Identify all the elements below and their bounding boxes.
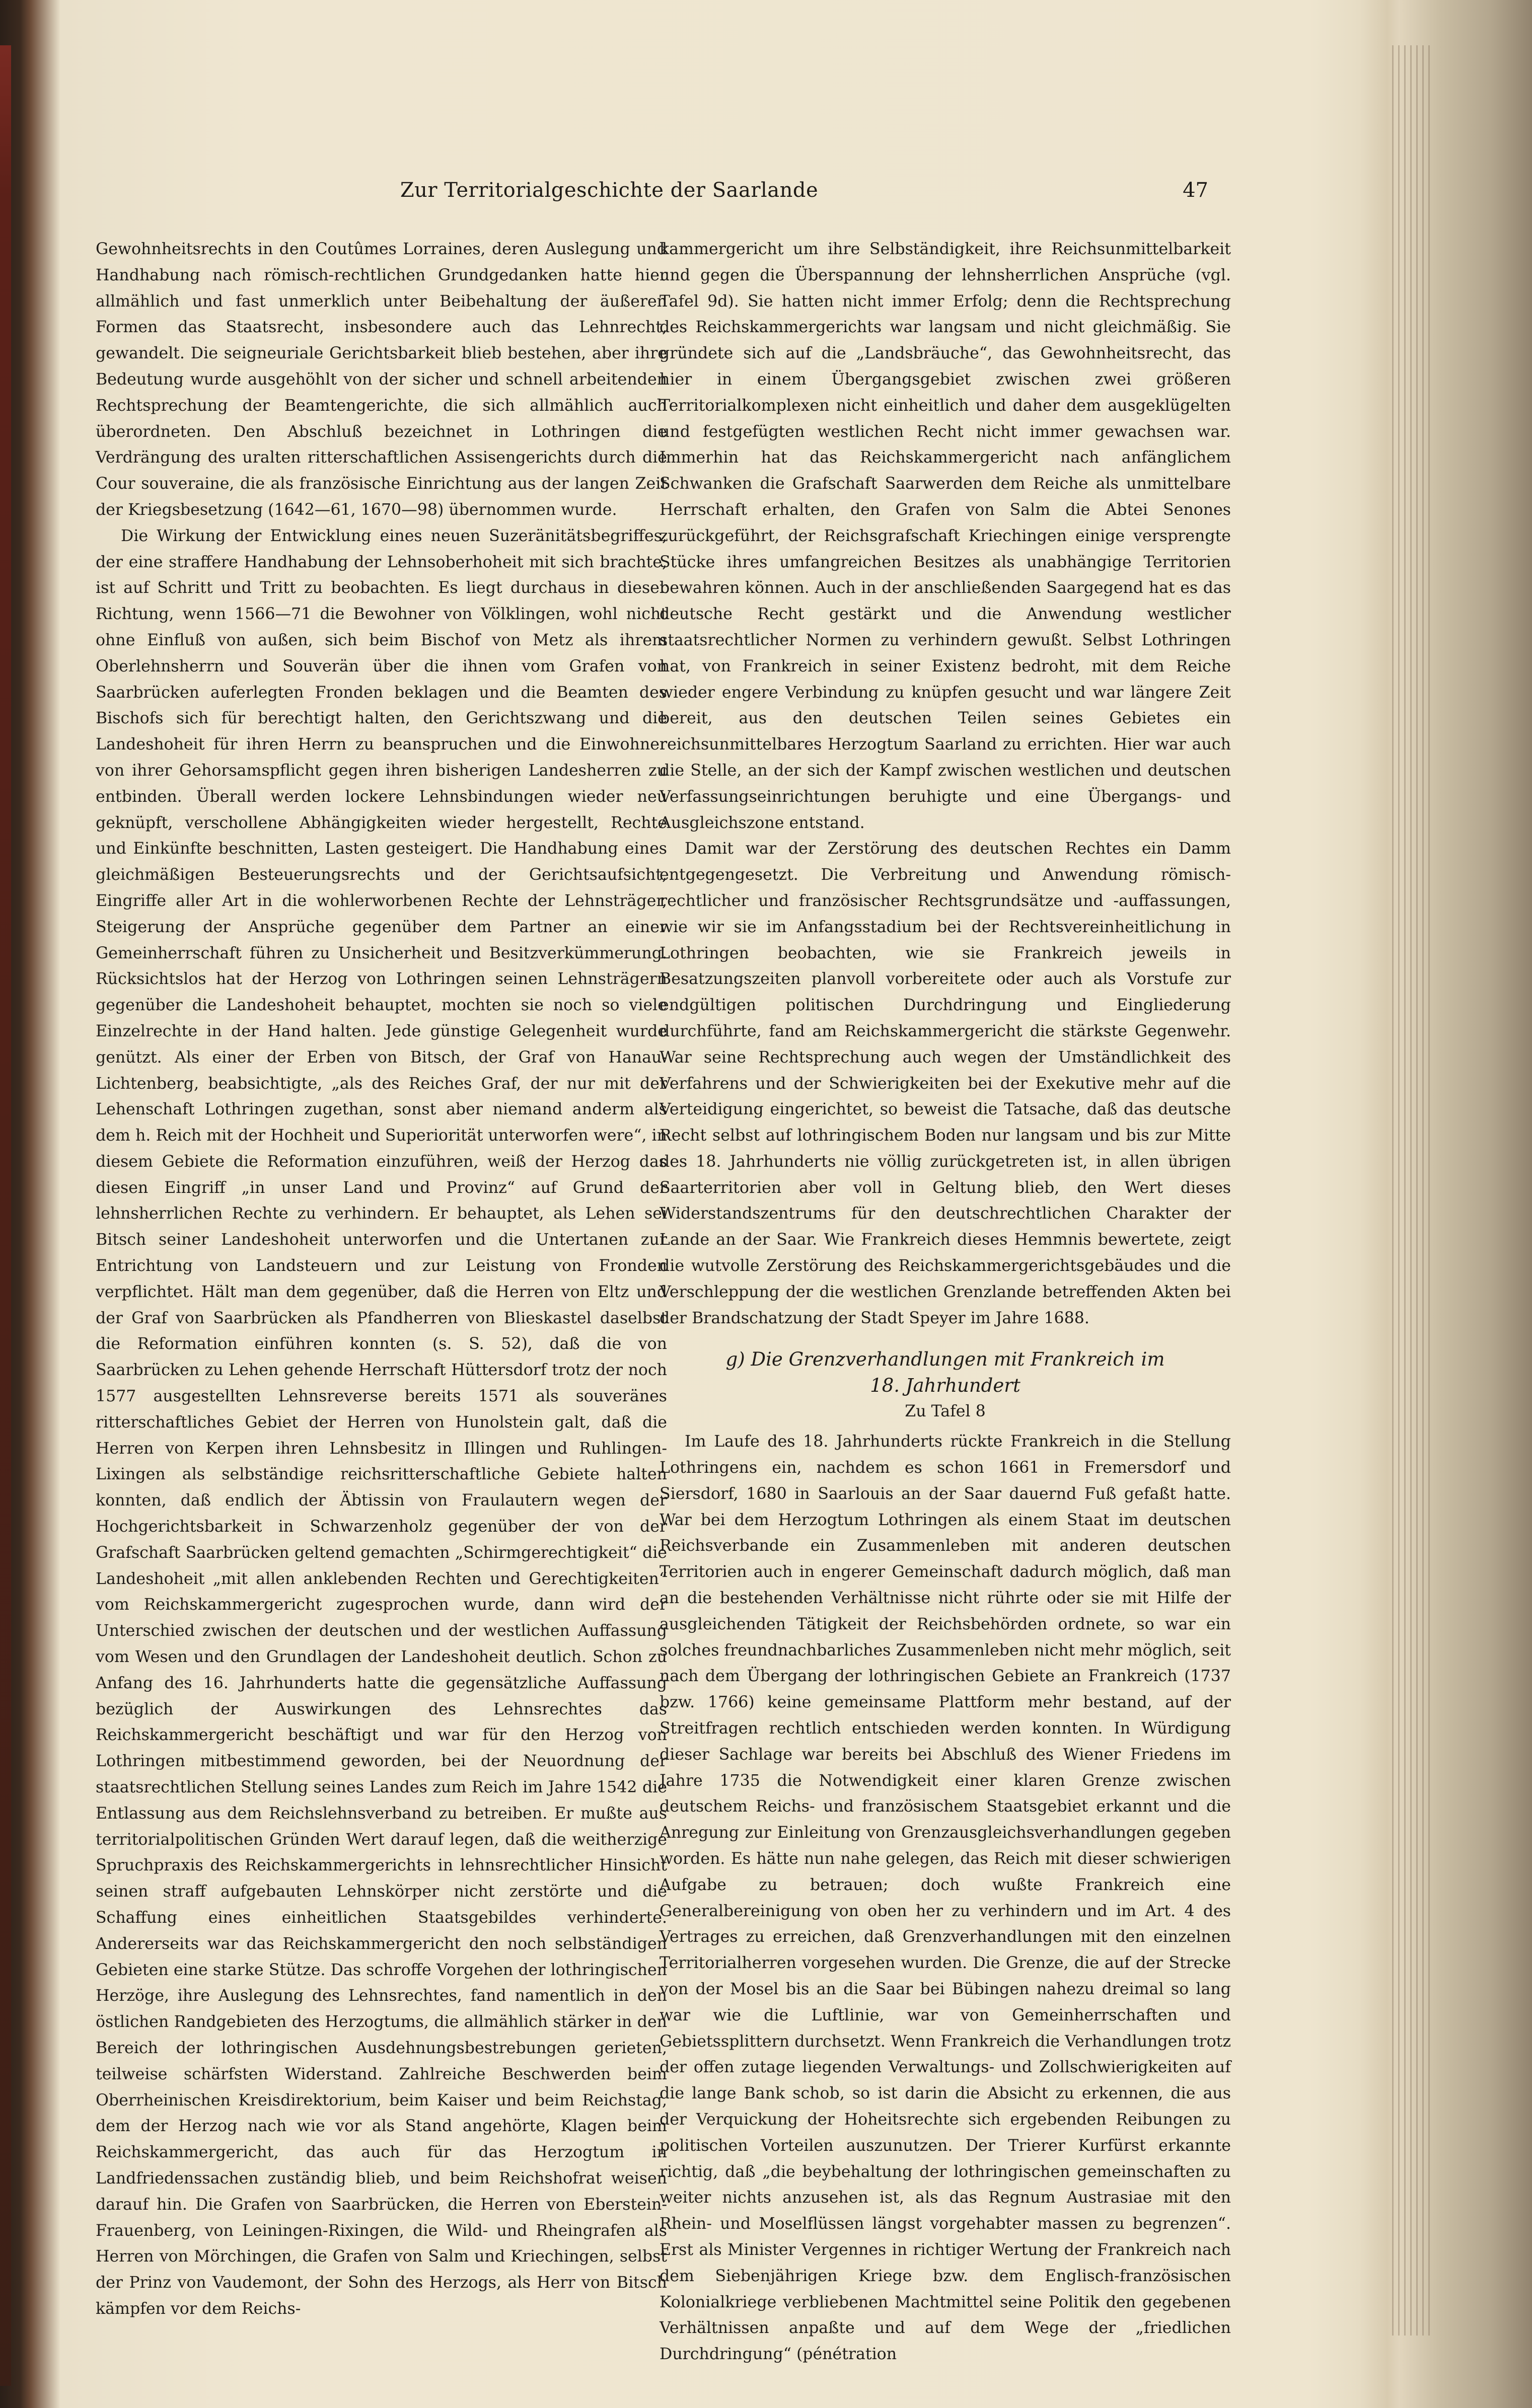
page-edges — [1392, 45, 1432, 2336]
right-column — [660, 237, 1231, 2368]
right-paragraph-3: Im Laufe des 18. Jahrhunderts rückte Frankreich in die Stellung Lothringens ein, nachdem es schon 1661 in Fremersdorf und Siersdorf, 1680 in Saarlouis an der Saar dauernd Fuß gefaßt hatte. War bei dem Herzogtum Lothringen als einem Staat im deutschen Reichsverbande ein Zusammenleben mit anderen deutschen Territorien auch in engerer Gemeinschaft dadurch möglich, daß man an die bestehenden Verhältnisse nicht rührte oder sie mit Hilfe der ausgleichenden Tätigkeit der Reichsbehörden ordnete, so war ein solches freundnachbarliches Zusammenleben nicht mehr möglich, seit nach dem Übergang der lothringischen Gebiete an Frankreich (1737 bzw. 1766) keine gemeinsame Plattform mehr bestand, auf der Streitfragen rechtlich entschieden werden konnten. In Würdigung dieser Sachlage war bereits bei Abschluß des Wiener Friedens im Jahre 1735 die Notwendigkeit einer klaren Grenze zwischen deutschem Reichs- und französischem Staatsgebiet erkannt und die Anregung zur Einleitung von Grenzausgleichsverhandlungen gegeben worden. Es hätte nun nahe gelegen, das Reich mit dieser schwierigen Aufgabe zu betrauen; doch wußte Frankreich eine Generalbereinigung von oben her zu verhindern und im Art. 4 des Vertrages zu erreichen, daß Grenzverhandlungen mit den einzelnen Territorialherren vorgesehen wurden. Die Grenze, die auf der Strecke von der Mosel bis an die Saar bei Bübingen nahezu dreimal so lang war wie die Luftlinie, war von Gemeinherrschaften und Gebietssplittern durchsetzt. Wenn Frankreich die Verhandlungen trotz der offen zutage liegenden Verwaltungs- und Zollschwierigkeiten auf die lange Bank schob, so ist darin die Absicht zu erkennen, die aus der Verquickung der Hoheitsrechte sich ergebenden Reibungen zu politischen Vorteilen auszunutzen. Der Trierer Kurfürst erkannte richtig, daß „die beybehaltung der lothringischen gemeinschaften zu weiter nichts anzusehen ist, als das Regnum Austrasiae mit den Rhein- und Moselflüssen längst vorgehabter massen zu begrenzen“. Erst als Minister Vergennes in richtiger Wertung der Frankreich nach dem Siebenjährigen Kriege bzw. dem Englisch-französischen Kolonialkriege verbliebenen Machtmittel seine Politik den gegebenen Verhältnissen anpaßte und auf dem Wege der „friedlichen Durchdringung“ (pénétration — [660, 1433, 1231, 2364]
section-heading-line-2: 18. Jahrhundert — [870, 1375, 1020, 1397]
left-column — [96, 237, 667, 2322]
binding-edge — [0, 45, 11, 2386]
plate-reference: Zu Tafel 8 — [905, 1402, 986, 1421]
section-heading — [660, 1346, 1231, 1399]
right-paragraph-1: kammergericht um ihre Selbständigkeit, ihre Reichsunmittelbarkeit und gegen die Überspannung der lehnsherrlichen Ansprüche (vgl. Tafel 9d). Sie hatten nicht immer Erfolg; denn die Rechtsprechung des Reichskammergerichts war langsam und nicht gleichmäßig. Sie gründete sich auf die „Landsbräuche“, das Gewohnheitsrecht, das hier in einem Übergangsgebiet zwischen zwei größeren Territorialkomplexen nicht einheitlich und daher dem ausgeklügelten und festgefügten westlichen Recht nicht immer gewachsen war. Immerhin hat das Reichskammergericht nach anfänglichem Schwanken die Grafschaft Saarwerden dem Reiche als unmittelbare Herrschaft erhalten, den Grafen von Salm die Abtei Senones zurückgeführt, der Reichsgrafschaft Kriechingen einige versprengte Stücke ihres umfangreichen Besitzes als unabhängige Territorien bewahren können. Auch in der anschließenden Saargegend hat es das deutsche Recht gestärkt und die Anwendung westlicher staatsrechtlicher Normen zu verhindern gewußt. Selbst Lothringen hat, von Frankreich in seiner Existenz bedroht, mit dem Reiche wieder engere Verbindung zu knüpfen gesucht und war längere Zeit bereit, aus den deutschen Teilen seines Gebietes ein reichsunmittelbares Herzogtum Saarland zu errichten. Hier war auch die Stelle, an der sich der Kampf zwischen westlichen und deutschen Verfassungseinrichtungen beruhigte und eine Übergangs- und Ausgleichszone entstand. — [660, 240, 1231, 832]
page-number: 47 — [1183, 179, 1208, 202]
section-heading-line-1: g) Die Grenzverhandlungen mit Frankreich im — [725, 1348, 1165, 1371]
running-header: Zur Territorialgeschichte der Saarlande — [400, 179, 819, 202]
left-paragraph-1: Gewohnheitsrechts in den Coutûmes Lorraines, deren Auslegung und Handhabung nach römisch-rechtlichen Grundgedanken hatte hier allmählich und fast unmerklich unter Beibehaltung der äußeren Formen das Staatsrecht, insbesondere auch das Lehnrecht, gewandelt. Die seigneuriale Gerichtsbarkeit blieb bestehen, aber ihre Bedeutung wurde ausgehöhlt von der sicher und schnell arbeitenden Rechtsprechung der Beamtengerichte, die sich allmählich auch überordneten. Den Abschluß bezeichnet in Lothringen die Verdrängung des uralten ritterschaftlichen Assisengerichts durch die Cour souveraine, die als französische Einrichtung aus der langen Zeit der Kriegsbesetzung (1642—61, 1670—98) übernommen wurde. — [96, 240, 667, 519]
right-paragraph-2: Damit war der Zerstörung des deutschen Rechtes ein Damm entgegengesetzt. Die Verbreitung und Anwendung römisch-rechtlicher und französischer Rechtsgrundsätze und -auffassungen, wie wir sie im Anfangsstadium bei der Rechtsvereinheitlichung in Lothringen beobachten, wie sie Frankreich jeweils in Besatzungszeiten planvoll vorbereitete oder auch als Vorstufe zur endgültigen politischen Durchdringung und Eingliederung durchführte, fand am Reichskammergericht die stärkste Gegenwehr. War seine Rechtsprechung auch wegen der Umständlichkeit des Verfahrens und der Schwierigkeiten bei der Exekutive mehr auf die Verteidigung eingerichtet, so beweist die Tatsache, daß das deutsche Recht selbst auf lothringischem Boden nur langsam und bis zur Mitte des 18. Jahrhunderts nie völlig zurückgetreten ist, in allen übrigen Saarterritorien aber voll in Geltung blieb, den Wert dieses Widerstandszentrums für den deutschrechtlichen Charakter der Lande an der Saar. Wie Frankreich dieses Hemmnis bewertete, zeigt die wutvolle Zerstörung des Reichskammergerichtsgebäudes und die Verschleppung der die westlichen Grenzlande betreffenden Akten bei der Brandschatzung der Stadt Speyer im Jahre 1688. — [660, 840, 1231, 1327]
left-paragraph-2: Die Wirkung der Entwicklung eines neuen Suzeränitätsbegriffes, der eine straffere Handhabung der Lehnsoberhoheit mit sich brachte, ist auf Schritt und Tritt zu beobachten. Es liegt durchaus in dieser Richtung, wenn 1566—71 die Bewohner von Völklingen, wohl nicht ohne Einfluß von außen, sich beim Bischof von Metz als ihrem Oberlehnsherrn und Souverän über die ihnen vom Grafen von Saarbrücken auferlegten Fronden beklagen und die Beamten des Bischofs sich für berechtigt halten, den Gerichtszwang und die Landeshoheit für ihren Herrn zu beanspruchen und die Einwohner von ihrer Gehorsamspflicht gegen ihren bisherigen Landesherren zu entbinden. Überall werden lockere Lehnsbindungen wieder neu geknüpft, verschollene Abhängigkeiten wieder hergestellt, Rechte und Einkünfte beschnitten, Lasten gesteigert. Die Handhabung eines gleichmäßigen Besteuerungsrechts und der Gerichtsaufsicht, Eingriffe aller Art in die wohlerworbenen Rechte der Lehnsträger, Steigerung der Ansprüche gegenüber dem Partner an einer Gemeinherrschaft führen zu Unsicherheit und Besitzverkümmerung. Rücksichtslos hat der Herzog von Lothringen seinen Lehnsträgern gegenüber die Landeshoheit behauptet, mochten sie noch so viele Einzelrechte in der Hand halten. Jede günstige Gelegenheit wurde genützt. Als einer der Erben von Bitsch, der Graf von Hanau-Lichtenberg, beabsichtigte, „als des Reiches Graf, der nur mit der Lehenschaft Lothringen zugethan, sonst aber niemand anderm als dem h. Reich mit der Hochheit und Superiorität unterworfen were“, in diesem Gebiete die Reformation einzuführen, weiß der Herzog das diesen Eingriff „in unser Land und Provinz“ auf Grund der lehnsherrlichen Rechte zu verhindern. Er behauptet, als Lehen sei Bitsch seiner Landeshoheit unterworfen und die Untertanen zur Entrichtung von Landsteuern und zur Leistung von Fronden verpflichtet. Hält man dem gegenüber, daß die Herren von Eltz und der Graf von Saarbrücken als Pfandherren von Blieskastel daselbst die Reformation einführen konnten (s. S. 52), daß die von Saarbrücken zu Lehen gehende Herrschaft Hüttersdorf trotz der noch 1577 ausgestellten Lehnsreverse bereits 1571 als souveränes ritterschaftliches Gebiet der Herren von Hunolstein galt, daß die Herren von Kerpen ihren Lehnsbesitz in Illingen und Ruhlingen-Lixingen als selbständige reichsritterschaftliche Gebiete halten konnten, daß endlich der Äbtissin von Fraulautern wegen der Hochgerichtsbarkeit in Schwarzenholz gegenüber der von der Grafschaft Saarbrücken geltend gemachten „Schirmgerechtigkeit“ die Landeshoheit „mit allen anklebenden Rechten und Gerechtigkeiten“ vom Reichskammergericht zugesprochen wurde, dann wird der Unterschied zwischen der deutschen und der westlichen Auffassung vom Wesen und den Grundlagen der Landeshoheit deutlich. Schon zu Anfang des 16. Jahrhunderts hatte die gegensätzliche Auffassung bezüglich der Auswirkungen des Lehnsrechtes das Reichskammergericht beschäftigt und war für den Herzog von Lothringen mitbestimmend geworden, bei der Neuordnung der staatsrechtlichen Stellung seines Landes zum Reich im Jahre 1542 die Entlassung aus dem Reichslehnsverband zu betreiben. Er mußte aus territorialpolitischen Gründen Wert darauf legen, daß die weitherzige Spruchpraxis des Reichskammergerichts in lehnsrechtlicher Hinsicht seinen straff aufgebauten Lehnskörper nicht zerstörte und die Schaffung eines einheitlichen Staatsgebildes verhinderte. Andererseits war das Reichskammergericht den noch selbständigen Gebieten eine starke Stütze. Das schroffe Vorgehen der lothringischen Herzöge, ihre Auslegung des Lehnsrechtes, fand namentlich in den östlichen Randgebieten des Herzogtums, die allmählich stärker in den Bereich der lothringischen Ausdehnungsbestrebungen gerieten, teilweise schärfsten Widerstand. Zahlreiche Beschwerden beim Oberrheinischen Kreisdirektorium, beim Kaiser und beim Reichstag, dem der Herzog nach wie vor als Stand angehörte, Klagen beim Reichskammergericht, das auch für das Herzogtum in Landfriedenssachen zuständig blieb, und beim Reichshofrat weisen darauf hin. Die Grafen von Saarbrücken, die Herren von Eberstein-Frauenberg, von Leiningen-Rixingen, die Wild- und Rheingrafen als Herren von Mörchingen, die Grafen von Salm und Kriechingen, selbst der Prinz von Vaudemont, der Sohn des Herzogs, als Herr von Bitsch kämpfen vor dem Reichs- — [96, 526, 667, 2318]
